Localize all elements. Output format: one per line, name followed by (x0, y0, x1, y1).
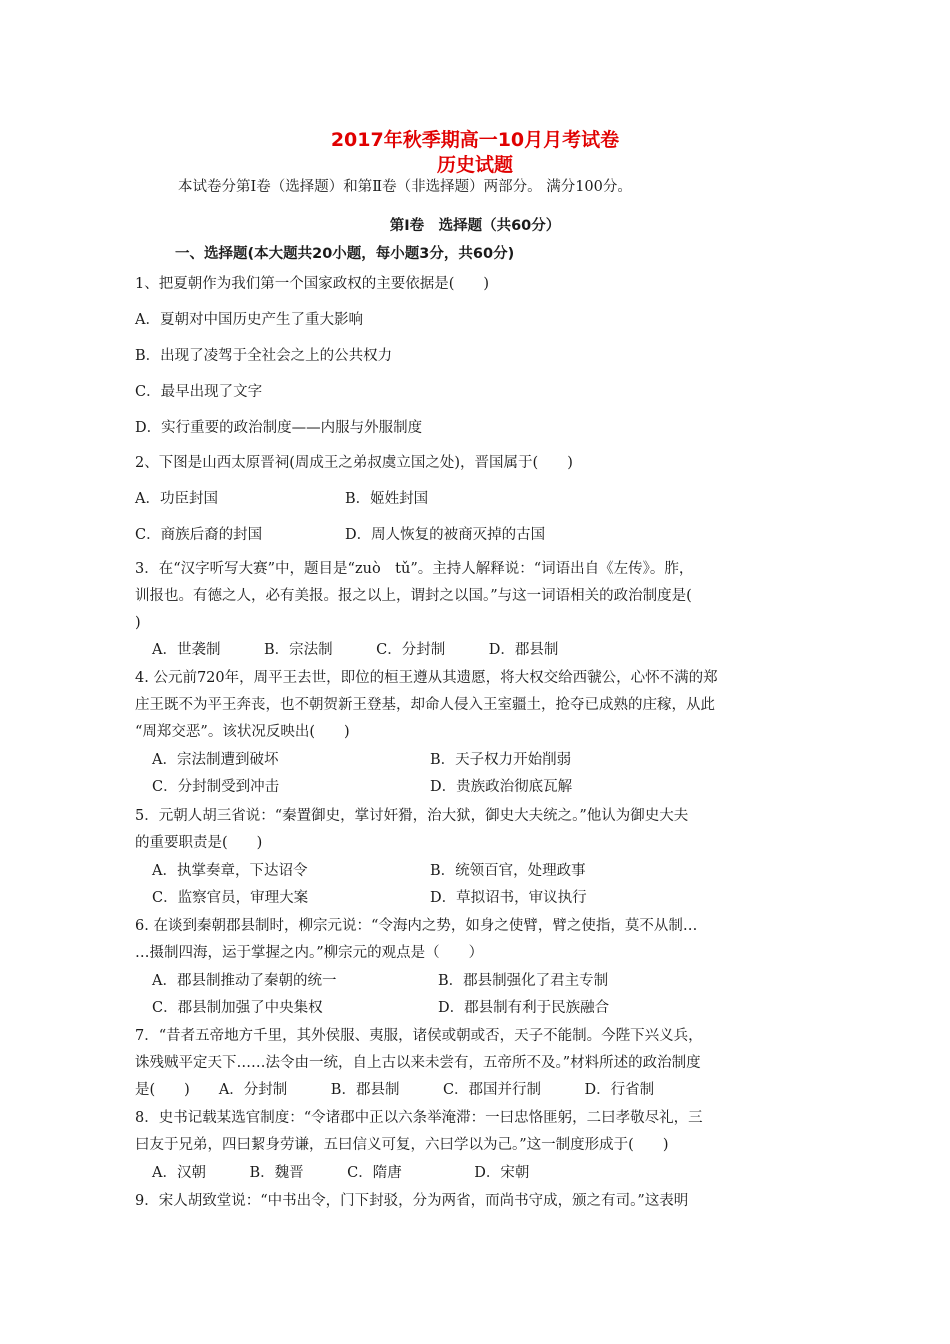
question-4-stem-line1: 4. 公元前720年，周平王去世，即位的桓王遵从其遗愿，将大权交给西虢公，心怀不满的郑 (135, 670, 718, 686)
question-7-stem-line2: 诛残贼平定天下……法令由一统，自上古以来未尝有，五帝所不及。”材料所述的政治制度 (135, 1055, 701, 1071)
question-5-option-c: C．监察官员，审理大案 (152, 890, 309, 906)
question-2-option-c: C．商族后裔的封国 (135, 527, 263, 543)
question-5-stem-line1: 5．元朝人胡三省说：“秦置御史，掌讨奸猾，治大狱，御史大夫统之。”他认为御史大夫 (135, 808, 689, 824)
exam-title: 2017年秋季期高一10月月考试卷 (330, 129, 620, 151)
question-2-stem: 2、下图是山西太原晋祠(周成王之弟叔虞立国之处)，晋国属于( ) (135, 455, 573, 471)
question-6-option-a: A．郡县制推动了秦朝的统一 (152, 973, 337, 989)
part-heading: 第Ⅰ卷 选择题（共60分） (389, 218, 561, 234)
question-1-stem: 1、把夏朝作为我们第一个国家政权的主要依据是( ) (135, 276, 490, 292)
question-3-stem-line1: 3．在“汉字听写大赛”中，题目是“zuò tǔ”。主持人解释说：“词语出自《左传》。胙， (135, 561, 694, 577)
question-5-stem-line2: 的重要职责是( ) (135, 835, 263, 851)
question-4-stem-line2: 庄王既不为平王奔丧，也不朝贺新王登基，却命人侵入王室疆土，抢夺已成熟的庄稼，从此 (135, 697, 715, 713)
question-7-stem-line1: 7．“昔者五帝地方千里，其外侯服、夷服，诸侯或朝或否，天子不能制。今陛下兴义兵， (135, 1028, 703, 1044)
question-1-option-a: A．夏朝对中国历史产生了重大影响 (135, 312, 363, 328)
question-6-stem-line1: 6. 在谈到秦朝郡县制时，柳宗元说：“令海内之势，如身之使臂，臂之使指，莫不从制… (135, 918, 698, 934)
exam-intro: 本试卷分第Ⅰ卷（选择题）和第Ⅱ卷（非选择题）两部分。 满分100分。 (178, 179, 632, 195)
question-5-option-a: A．执掌奏章，下达诏令 (152, 863, 308, 879)
question-6-option-b: B．郡县制强化了君主专制 (438, 973, 609, 989)
question-1-option-b: B．出现了凌驾于全社会之上的公共权力 (135, 348, 393, 364)
question-4-option-c: C．分封制受到冲击 (152, 779, 280, 795)
question-4-option-d: D．贵族政治彻底瓦解 (430, 779, 573, 795)
question-3-options: A．世袭制 B．宗法制 C．分封制 D．郡县制 (152, 642, 559, 658)
question-2-option-d: D．周人恢复的被商灭掉的古国 (345, 527, 546, 543)
question-3-stem-line3: ) (135, 615, 141, 631)
question-5-option-b: B．统领百官，处理政事 (430, 863, 586, 879)
section-heading: 一、选择题(本大题共20小题，每小题3分，共60分) (175, 246, 515, 262)
question-6-stem-line2: …摄制四海，运于掌握之内。”柳宗元的观点是（ ） (135, 945, 484, 961)
question-4-option-b: B．天子权力开始削弱 (430, 752, 572, 768)
question-4-option-a: A．宗法制遭到破坏 (152, 752, 279, 768)
question-2-option-b: B．姬姓封国 (345, 491, 429, 507)
question-8-stem-line2: 曰友于兄弟，四曰絜身劳谦，五曰信义可复，六曰学以为己。”这一制度形成于( ) (135, 1137, 669, 1153)
question-6-option-c: C．郡县制加强了中央集权 (152, 1000, 323, 1016)
question-5-option-d: D．草拟诏书，审议执行 (430, 890, 587, 906)
question-8-stem-line1: 8．史书记载某选官制度：“令诸郡中正以六条举淹滞：一曰忠恪匪躬，二曰孝敬尽礼，三 (135, 1110, 703, 1126)
question-6-option-d: D．郡县制有利于民族融合 (438, 1000, 610, 1016)
question-1-option-d: D．实行重要的政治制度——内服与外服制度 (135, 420, 423, 436)
question-4-stem-line3: “周郑交恶”。该状况反映出( ) (135, 724, 350, 740)
question-2-option-a: A．功臣封国 (135, 491, 218, 507)
exam-subtitle: 历史试题 (436, 154, 513, 176)
question-7-stem-line3: 是( ) A．分封制 B．郡县制 C．郡国并行制 D．行省制 (135, 1082, 655, 1098)
question-9-stem-line1: 9．宋人胡致堂说：“中书出令，门下封驳，分为两省，而尚书守成，颁之有司。”这表明 (135, 1193, 689, 1209)
question-3-stem-line2: 训报也。有德之人，必有美报。报之以上，谓封之以国。”与这一词语相关的政治制度是( (135, 588, 692, 604)
question-8-options: A．汉朝 B．魏晋 C．隋唐 D．宋朝 (152, 1165, 530, 1181)
question-1-option-c: C．最早出现了文字 (135, 384, 263, 400)
